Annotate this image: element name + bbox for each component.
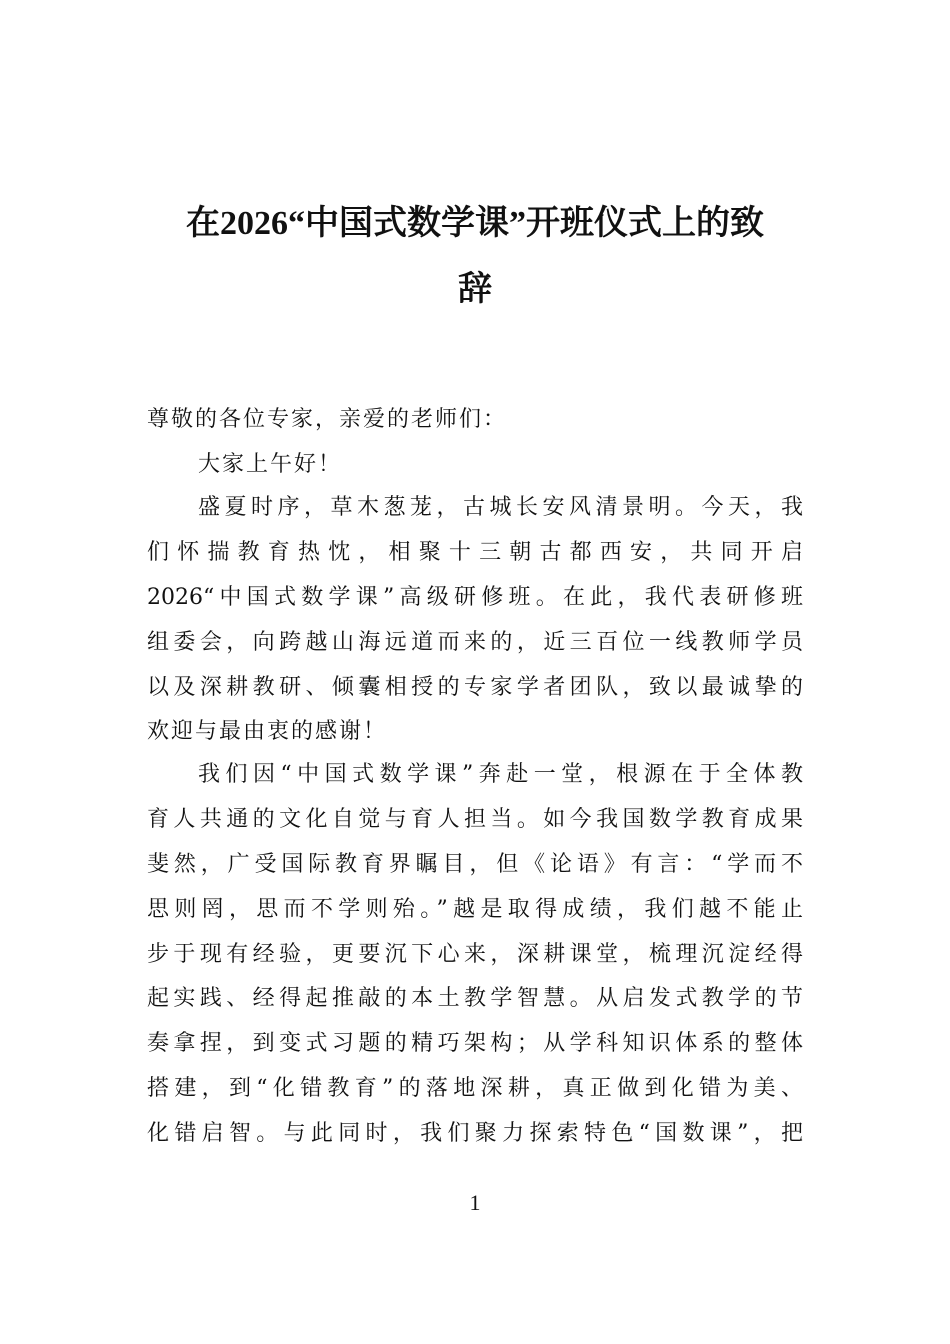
salutation: 尊敬的各位专家，亲爱的老师们： bbox=[147, 407, 508, 432]
paragraph-2-line: 搭建，到“化错教育”的落地深耕，真正做到化错为美、 bbox=[147, 1076, 803, 1101]
paragraph-1-line: 欢迎与最由衷的感谢！ bbox=[147, 719, 388, 744]
document-title-line-2: 辞 bbox=[458, 271, 492, 308]
paragraph-2-line: 我们因“中国式数学课”奔赴一堂，根源在于全体教 bbox=[198, 762, 803, 787]
paragraph-1-line: 们怀揣教育热忱，相聚十三朝古都西安，共同开启 bbox=[147, 540, 803, 565]
paragraph-2-line: 奏拿捏，到变式习题的精巧架构；从学科知识体系的整体 bbox=[147, 1031, 803, 1056]
paragraph-1-line: 2026“中国式数学课”高级研修班。在此，我代表研修班 bbox=[147, 585, 803, 610]
greeting: 大家上午好！ bbox=[198, 452, 343, 477]
paragraph-2-line: 育人共通的文化自觉与育人担当。如今我国数学教育成果 bbox=[147, 807, 803, 832]
paragraph-2-line: 斐然，广受国际教育界瞩目，但《论语》有言：“学而不 bbox=[147, 852, 803, 877]
paragraph-2-line: 思则罔，思而不学则殆。”越是取得成绩，我们越不能止 bbox=[147, 897, 803, 922]
paragraph-1-line: 盛夏时序，草木葱茏，古城长安风清景明。今天，我 bbox=[198, 495, 803, 520]
document-title-line-1: 在2026“中国式数学课”开班仪式上的致 bbox=[186, 205, 764, 242]
paragraph-2-line: 步于现有经验，更要沉下心来，深耕课堂，梳理沉淀经得 bbox=[147, 942, 803, 967]
page-number: 1 bbox=[469, 1190, 481, 1215]
paragraph-2-line: 化错启智。与此同时，我们聚力探索特色“国数课”，把 bbox=[147, 1121, 803, 1146]
paragraph-1-line: 以及深耕教研、倾囊相授的专家学者团队，致以最诚挚的 bbox=[147, 675, 803, 700]
paragraph-1-line: 组委会，向跨越山海远道而来的，近三百位一线教师学员 bbox=[147, 630, 803, 655]
paragraph-2-line: 起实践、经得起推敲的本土教学智慧。从启发式教学的节 bbox=[147, 986, 803, 1011]
